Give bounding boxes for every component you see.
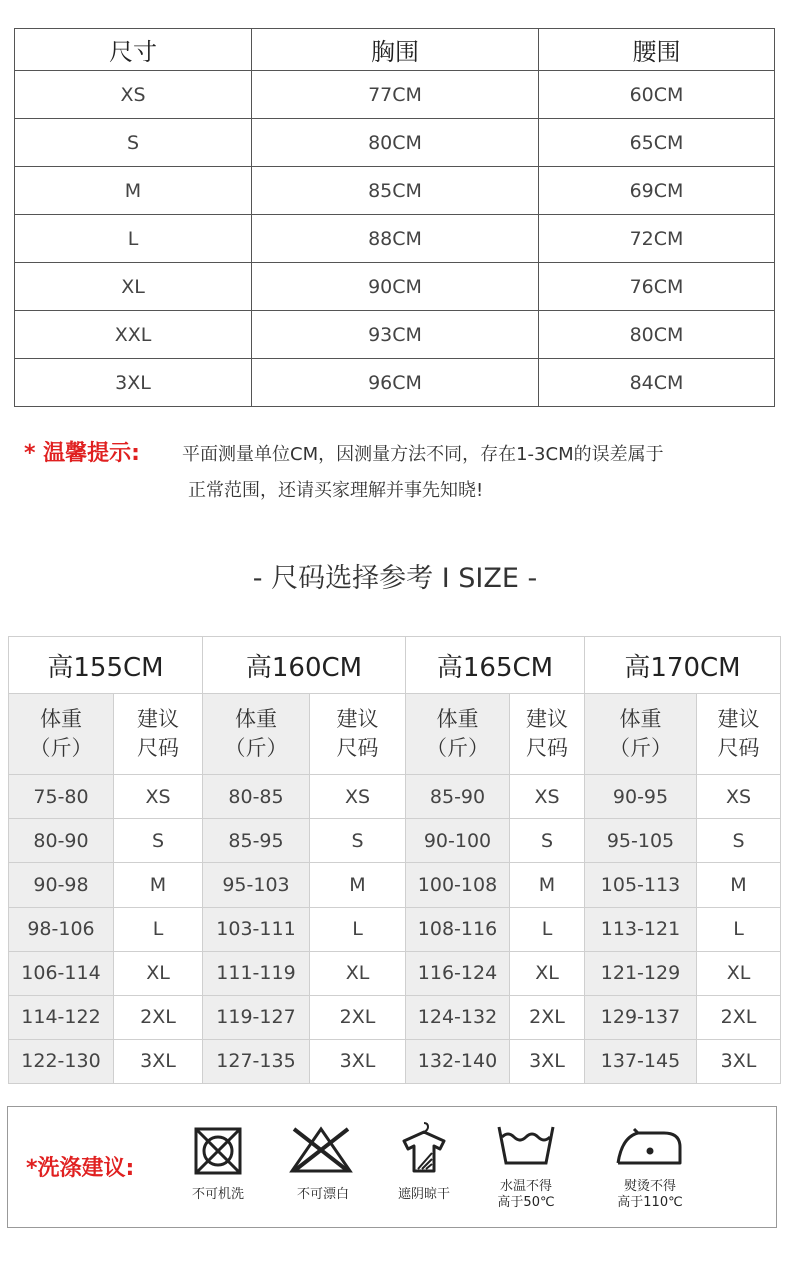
measurement-table [14, 28, 775, 407]
weight-range-cell: 119-127 [203, 995, 310, 1039]
recommended-size-cell: 2XL [510, 995, 585, 1039]
recommended-size-cell: XS [510, 775, 585, 819]
measurement-cell-bust: 96CM [252, 359, 539, 407]
weight-range-cell: 113-121 [585, 907, 697, 951]
measurement-cell-waist: 80CM [539, 311, 775, 359]
recommended-size-cell: XL [114, 951, 203, 995]
measurement-cell-bust: 85CM [252, 167, 539, 215]
washing-label: *洗涤建议: [26, 1156, 135, 1181]
size-guide-row [9, 995, 781, 1039]
recommended-size-cell: XS [114, 775, 203, 819]
weight-range-cell: 121-129 [585, 951, 697, 995]
weight-range-cell: 108-116 [406, 907, 510, 951]
measurement-cell-bust: 88CM [252, 215, 539, 263]
measurement-row [15, 71, 775, 119]
recommended-size-cell: XS [310, 775, 406, 819]
recommended-size-cell: 3XL [510, 1039, 585, 1083]
recommended-size-cell: 2XL [310, 995, 406, 1039]
recommended-size-cell: L [697, 907, 781, 951]
recommended-size-cell: S [510, 819, 585, 863]
measurement-cell-waist: 69CM [539, 167, 775, 215]
weight-range-cell: 95-103 [203, 863, 310, 907]
section-title: - 尺码选择参考 I SIZE - [252, 563, 538, 594]
wash-text-4: 熨烫不得 高于110℃ [617, 1179, 683, 1210]
weight-header: 体重 （斤） [203, 694, 310, 775]
measurement-cell-size: 3XL [15, 359, 252, 407]
recommended-size-cell: XL [310, 951, 406, 995]
weight-range-cell: 98-106 [9, 907, 114, 951]
weight-range-cell: 111-119 [203, 951, 310, 995]
washing-instructions [7, 1106, 777, 1228]
size-guide-row [9, 863, 781, 907]
recommended-size-cell: M [697, 863, 781, 907]
height-160: 高160CM [203, 637, 406, 694]
measurement-row [15, 215, 775, 263]
weight-range-cell: 90-100 [406, 819, 510, 863]
iron-temperature-icon [614, 1125, 684, 1167]
height-155: 高155CM [9, 637, 203, 694]
tip-label: * 温馨提示: [24, 441, 140, 466]
wash-text-3: 水温不得 高于50℃ [497, 1179, 555, 1210]
measurement-cell-size: L [15, 215, 252, 263]
measurement-cell-waist: 84CM [539, 359, 775, 407]
wash-text-2: 遮阴晾干 [397, 1187, 450, 1202]
measurement-cell-size: M [15, 167, 252, 215]
header-size: 尺寸 [15, 29, 252, 71]
recommended-size-cell: XL [697, 951, 781, 995]
measurement-cell-size: S [15, 119, 252, 167]
weight-range-cell: 137-145 [585, 1039, 697, 1083]
recommended-size-cell: 2XL [114, 995, 203, 1039]
measurement-cell-bust: 77CM [252, 71, 539, 119]
recommended-size-cell: 2XL [697, 995, 781, 1039]
weight-range-cell: 80-85 [203, 775, 310, 819]
weight-range-cell: 127-135 [203, 1039, 310, 1083]
weight-range-cell: 95-105 [585, 819, 697, 863]
measurement-cell-waist: 72CM [539, 215, 775, 263]
measurement-header-row [15, 29, 775, 71]
size-guide-table [8, 636, 781, 1084]
measurement-cell-size: XS [15, 71, 252, 119]
weight-range-cell: 132-140 [406, 1039, 510, 1083]
weight-range-cell: 103-111 [203, 907, 310, 951]
recommended-size-cell: 3XL [697, 1039, 781, 1083]
size-header: 建议 尺码 [114, 694, 203, 775]
recommended-size-cell: S [697, 819, 781, 863]
size-header: 建议 尺码 [310, 694, 406, 775]
weight-range-cell: 122-130 [9, 1039, 114, 1083]
recommended-size-cell: XS [697, 775, 781, 819]
weight-range-cell: 114-122 [9, 995, 114, 1039]
column-header-row [9, 694, 781, 775]
measurement-row [15, 167, 775, 215]
weight-range-cell: 75-80 [9, 775, 114, 819]
size-guide-row [9, 951, 781, 995]
measurement-row [15, 119, 775, 167]
size-guide-row [9, 775, 781, 819]
recommended-size-cell: L [510, 907, 585, 951]
weight-range-cell: 90-95 [585, 775, 697, 819]
no-machine-wash-icon [194, 1127, 242, 1175]
recommended-size-cell: XL [510, 951, 585, 995]
measurement-cell-waist: 60CM [539, 71, 775, 119]
weight-range-cell: 80-90 [9, 819, 114, 863]
weight-range-cell: 105-113 [585, 863, 697, 907]
measurement-cell-size: XL [15, 263, 252, 311]
height-165: 高165CM [406, 637, 585, 694]
wash-temperature-icon [496, 1123, 556, 1167]
wash-text-1: 不可漂白 [296, 1187, 349, 1202]
measurement-cell-waist: 65CM [539, 119, 775, 167]
measurement-cell-bust: 80CM [252, 119, 539, 167]
recommended-size-cell: M [310, 863, 406, 907]
weight-range-cell: 124-132 [406, 995, 510, 1039]
weight-header: 体重 （斤） [406, 694, 510, 775]
measurement-cell-waist: 76CM [539, 263, 775, 311]
recommended-size-cell: L [114, 907, 203, 951]
size-guide-row [9, 1039, 781, 1083]
measurement-row [15, 311, 775, 359]
height-170: 高170CM [585, 637, 781, 694]
height-header-row [9, 637, 781, 694]
tip-line-2: 正常范围，还请买家理解并事先知晓! [188, 480, 484, 501]
measurement-cell-bust: 93CM [252, 311, 539, 359]
weight-range-cell: 90-98 [9, 863, 114, 907]
recommended-size-cell: M [114, 863, 203, 907]
recommended-size-cell: 3XL [310, 1039, 406, 1083]
recommended-size-cell: M [510, 863, 585, 907]
measurement-cell-bust: 90CM [252, 263, 539, 311]
weight-range-cell: 85-90 [406, 775, 510, 819]
recommended-size-cell: 3XL [114, 1039, 203, 1083]
weight-range-cell: 116-124 [406, 951, 510, 995]
weight-range-cell: 85-95 [203, 819, 310, 863]
recommended-size-cell: L [310, 907, 406, 951]
measurement-row [15, 263, 775, 311]
size-header: 建议 尺码 [697, 694, 781, 775]
weight-range-cell: 106-114 [9, 951, 114, 995]
wash-text-0: 不可机洗 [191, 1187, 244, 1202]
recommended-size-cell: S [114, 819, 203, 863]
size-guide-row [9, 819, 781, 863]
measurement-cell-size: XXL [15, 311, 252, 359]
weight-range-cell: 129-137 [585, 995, 697, 1039]
no-bleach-icon [288, 1125, 354, 1175]
size-header: 建议 尺码 [510, 694, 585, 775]
shade-dry-icon [398, 1119, 450, 1175]
recommended-size-cell: S [310, 819, 406, 863]
weight-range-cell: 100-108 [406, 863, 510, 907]
tip-line-1: 平面测量单位CM，因测量方法不同，存在1-3CM的误差属于 [182, 444, 664, 465]
weight-header: 体重 （斤） [9, 694, 114, 775]
measurement-row [15, 359, 775, 407]
size-guide-row [9, 907, 781, 951]
header-bust: 胸围 [252, 29, 539, 71]
weight-header: 体重 （斤） [585, 694, 697, 775]
header-waist: 腰围 [539, 29, 775, 71]
